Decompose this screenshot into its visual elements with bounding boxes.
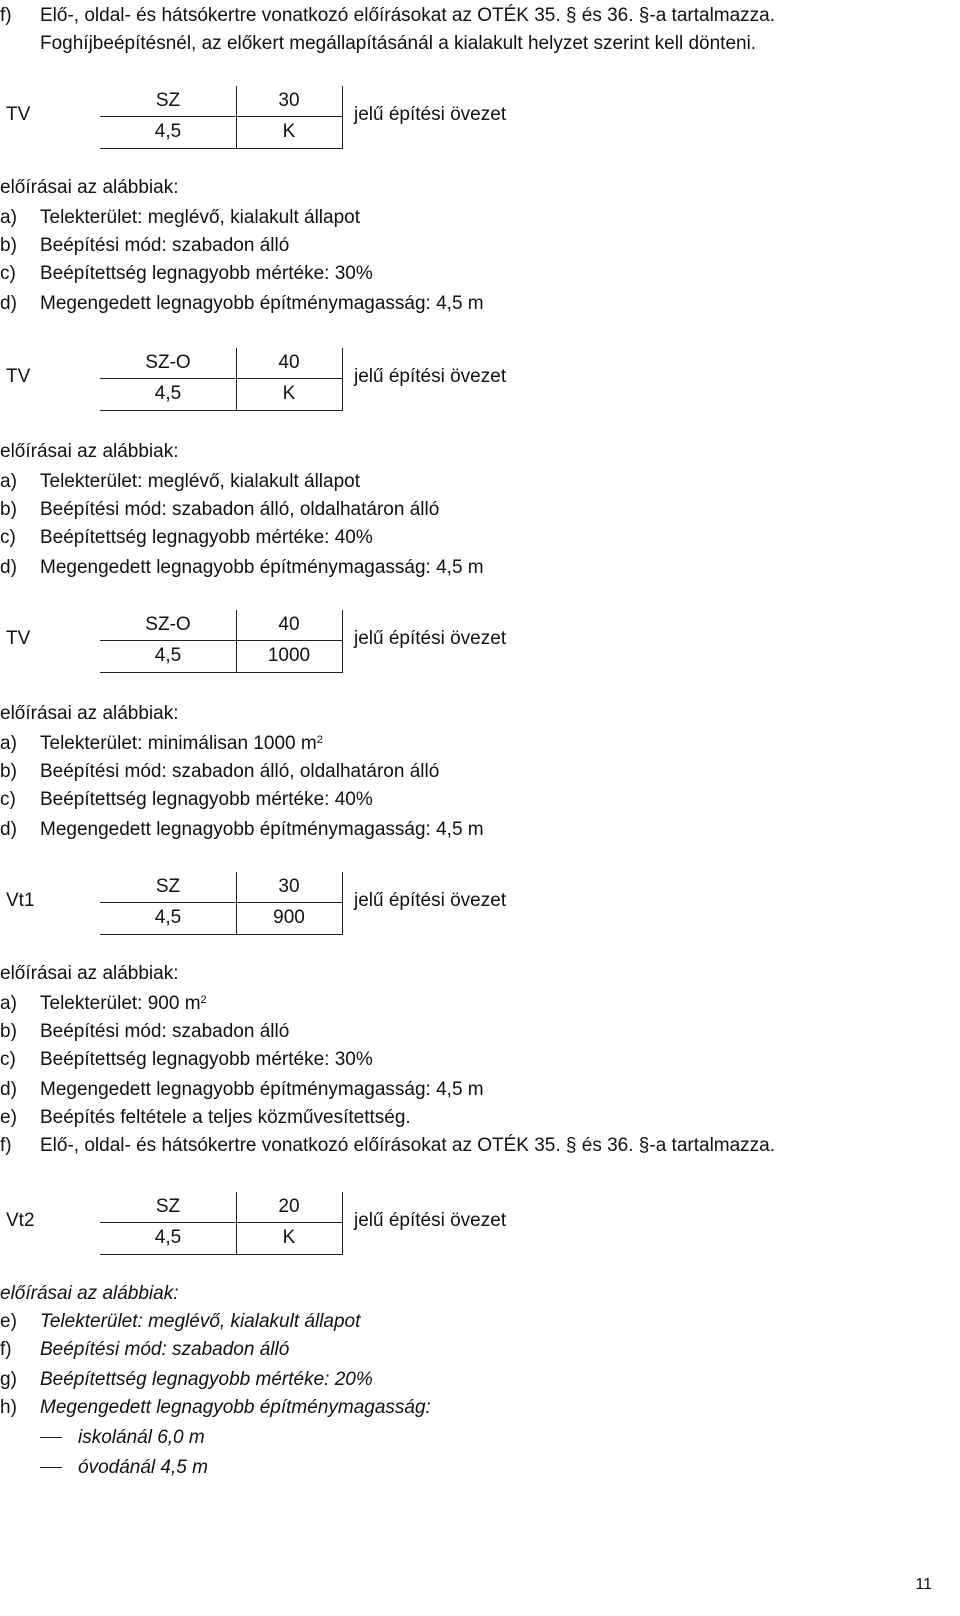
box-coverage: 20 xyxy=(278,1196,300,1217)
list-item xyxy=(0,1396,431,1420)
box-height: 4,5 xyxy=(154,121,182,142)
list-item xyxy=(0,818,484,842)
dash-bullet-icon xyxy=(40,1437,62,1438)
zone-suffix: jelű építési övezet xyxy=(354,1210,507,1231)
list-item xyxy=(0,1338,289,1362)
item-label: c) xyxy=(0,1049,16,1070)
box-type: SZ xyxy=(155,1196,181,1217)
box-coverage: 40 xyxy=(278,352,300,373)
item-label: b) xyxy=(0,1021,17,1042)
item-label: a) xyxy=(0,471,17,492)
box-height: 4,5 xyxy=(154,383,182,404)
item-text: Telekterület: meglévő, kialakult állapot xyxy=(40,1311,361,1332)
item-text: Beépítettség legnagyobb mértéke: 20% xyxy=(40,1369,373,1390)
item-label: d) xyxy=(0,1079,17,1100)
item-text: Elő-, oldal- és hátsókertre vonatkozó előírásokat az OTÉK 35. § és 36. §-a tartalmazza. xyxy=(40,5,776,26)
zone-label: TV xyxy=(6,628,31,649)
item-text: Beépítés feltétele a teljes közművesítettség. xyxy=(40,1107,411,1128)
box-height: 4,5 xyxy=(154,1227,182,1248)
zone-suffix: jelű építési övezet xyxy=(354,890,507,911)
list-item xyxy=(0,556,484,580)
list-item xyxy=(0,470,360,494)
list-item xyxy=(0,788,373,812)
item-text: Beépítési mód: szabadon álló, oldalhatáron álló xyxy=(40,761,440,782)
zone-code-box xyxy=(100,872,343,935)
zone-code-box xyxy=(100,86,343,149)
item-label: c) xyxy=(0,527,16,548)
list-item xyxy=(0,1310,360,1334)
zone-label: Vt1 xyxy=(6,890,35,911)
zone-block xyxy=(0,86,960,150)
sub-list-item xyxy=(40,1426,205,1450)
item-label: b) xyxy=(0,499,17,520)
item-label: c) xyxy=(0,789,16,810)
box-type: SZ-O xyxy=(145,614,191,635)
item-text: Beépítettség legnagyobb mértéke: 30% xyxy=(40,263,373,284)
box-type: SZ-O xyxy=(145,352,191,373)
item-label: c) xyxy=(0,263,16,284)
item-text: Beépítettség legnagyobb mértéke: 40% xyxy=(40,527,373,548)
box-height: 4,5 xyxy=(154,907,182,928)
item-text: Telekterület: meglévő, kialakult állapot xyxy=(40,471,361,492)
list-item xyxy=(0,234,289,258)
superscript: 2 xyxy=(316,734,323,746)
item-label: b) xyxy=(0,235,17,256)
rules-heading: előírásai az alábbiak: xyxy=(0,703,179,724)
superscript: 2 xyxy=(200,994,207,1006)
item-label: h) xyxy=(0,1397,17,1418)
list-item xyxy=(0,1048,373,1072)
item-text: Telekterület: 900 m xyxy=(40,993,201,1014)
item-label: a) xyxy=(0,207,17,228)
item-text: Elő-, oldal- és hátsókertre vonatkozó előírásokat az OTÉK 35. § és 36. §-a tartalmazza. xyxy=(40,1135,776,1156)
list-item xyxy=(0,1106,411,1130)
rules-heading: előírásai az alábbiak: xyxy=(0,963,179,984)
box-plot: 900 xyxy=(273,907,305,928)
list-item xyxy=(0,1368,373,1392)
item-label: f) xyxy=(0,1339,12,1360)
sub-item-text: óvodánál 4,5 m xyxy=(78,1457,208,1478)
item-text: Telekterület: meglévő, kialakult állapot xyxy=(40,207,361,228)
item-text: Beépítettség legnagyobb mértéke: 40% xyxy=(40,789,373,810)
item-text: Megengedett legnagyobb építménymagasság: 4,5 m xyxy=(40,819,484,840)
zone-suffix: jelű építési övezet xyxy=(354,366,507,387)
rules-heading: előírásai az alábbiak: xyxy=(0,177,179,198)
box-type: SZ xyxy=(155,90,181,111)
item-text: Beépítési mód: szabadon álló xyxy=(40,1339,290,1360)
box-coverage: 30 xyxy=(278,90,300,111)
box-plot: 1000 xyxy=(267,645,311,666)
intro-f-line xyxy=(0,4,775,28)
item-label: a) xyxy=(0,733,17,754)
sub-item-text: iskolánál 6,0 m xyxy=(78,1427,205,1448)
zone-suffix: jelű építési övezet xyxy=(354,104,507,125)
item-label: g) xyxy=(0,1369,17,1390)
zone-label: Vt2 xyxy=(6,1210,35,1231)
sub-list-item xyxy=(40,1456,208,1480)
zone-code-box xyxy=(100,348,343,411)
item-text: Megengedett legnagyobb építménymagasság: 4,5 m xyxy=(40,557,484,578)
item-label: f) xyxy=(0,5,12,26)
zone-block xyxy=(0,1192,960,1256)
zone-suffix: jelű építési övezet xyxy=(354,628,507,649)
zone-code-box xyxy=(100,1192,343,1255)
item-label: e) xyxy=(0,1311,17,1332)
intro-continuation: Foghíjbeépítésnél, az előkert megállapításánál a kialakult helyzet szerint kell dönteni. xyxy=(40,33,757,54)
zone-code-box xyxy=(100,610,343,673)
list-item xyxy=(0,1020,289,1044)
zone-label: TV xyxy=(6,366,31,387)
list-item xyxy=(0,1134,775,1158)
item-label: d) xyxy=(0,819,17,840)
box-type: SZ xyxy=(155,876,181,897)
item-label: d) xyxy=(0,557,17,578)
zone-block xyxy=(0,610,960,674)
list-item xyxy=(0,262,373,286)
item-text: Megengedett legnagyobb építménymagasság: xyxy=(40,1397,431,1418)
item-text: Telekterület: minimálisan 1000 m xyxy=(40,733,317,754)
item-text: Beépítési mód: szabadon álló, oldalhatáron álló xyxy=(40,499,440,520)
dash-bullet-icon xyxy=(40,1467,62,1468)
item-text: Beépítési mód: szabadon álló xyxy=(40,235,290,256)
page-number: 11 xyxy=(915,1576,932,1593)
zone-block xyxy=(0,872,960,936)
box-coverage: 40 xyxy=(278,614,300,635)
rules-heading: előírásai az alábbiak: xyxy=(0,1283,179,1304)
zone-label: TV xyxy=(6,104,31,125)
box-plot: K xyxy=(282,121,296,142)
item-label: b) xyxy=(0,761,17,782)
box-plot: K xyxy=(282,1227,296,1248)
item-text: Megengedett legnagyobb építménymagasság: 4,5 m xyxy=(40,293,484,314)
list-item xyxy=(0,206,360,230)
list-item xyxy=(0,526,373,550)
list-item xyxy=(0,1078,484,1102)
item-label: e) xyxy=(0,1107,17,1128)
list-item xyxy=(0,292,484,316)
box-height: 4,5 xyxy=(154,645,182,666)
list-item xyxy=(0,732,323,756)
zone-block xyxy=(0,348,960,412)
rules-heading: előírásai az alábbiak: xyxy=(0,441,179,462)
list-item xyxy=(0,498,439,522)
box-plot: K xyxy=(282,383,296,404)
item-label: a) xyxy=(0,993,17,1014)
item-label: d) xyxy=(0,293,17,314)
item-text: Megengedett legnagyobb építménymagasság: 4,5 m xyxy=(40,1079,484,1100)
item-text: Beépítési mód: szabadon álló xyxy=(40,1021,290,1042)
item-label: f) xyxy=(0,1135,12,1156)
box-coverage: 30 xyxy=(278,876,300,897)
list-item xyxy=(0,760,439,784)
list-item xyxy=(0,992,207,1016)
item-text: Beépítettség legnagyobb mértéke: 30% xyxy=(40,1049,373,1070)
